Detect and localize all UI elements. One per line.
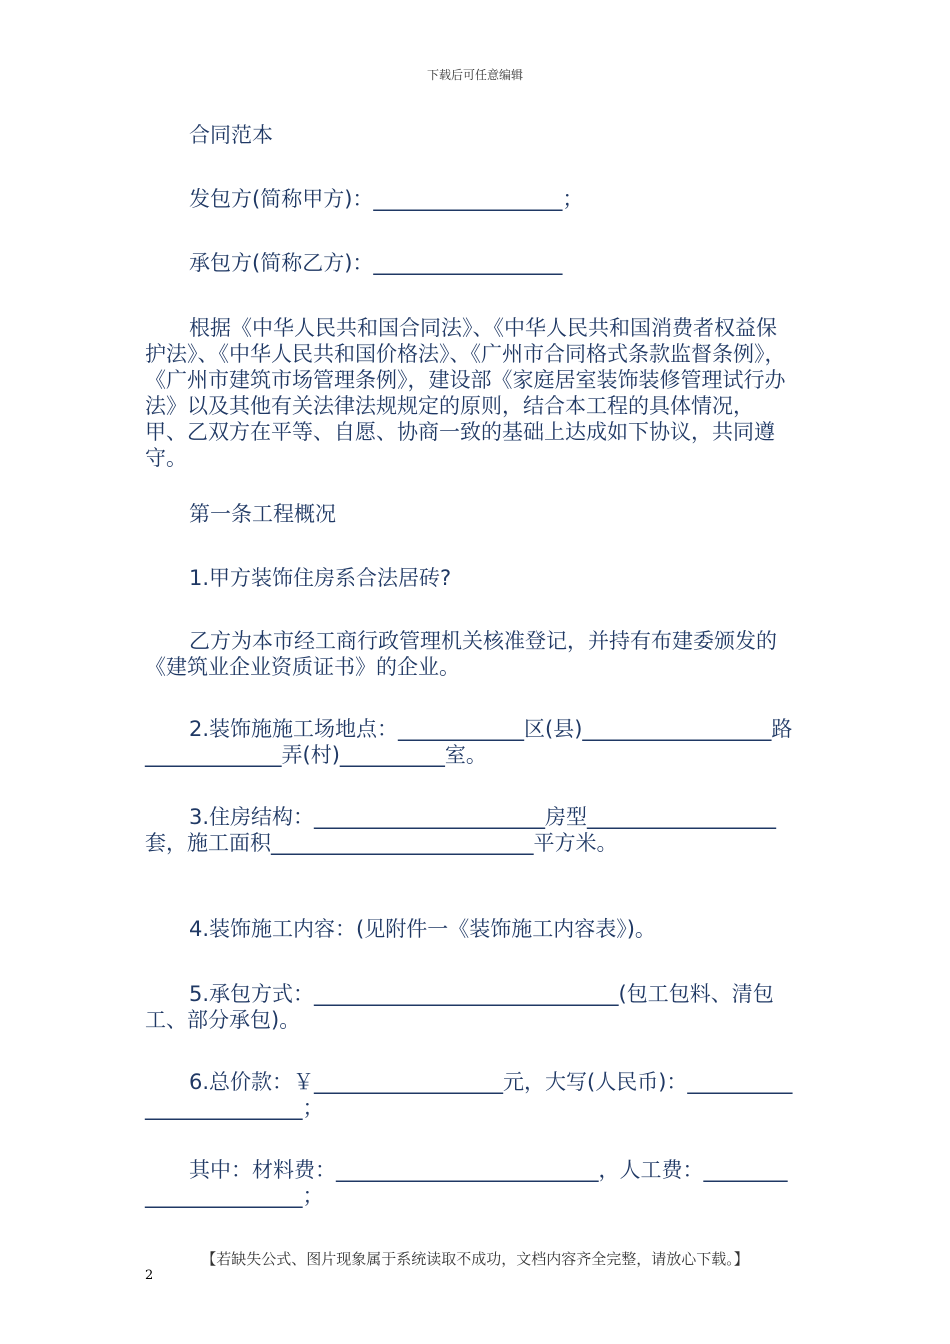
header-note: 下载后可任意编辑 bbox=[426, 68, 523, 82]
party-a-line: 发包方(简称甲方)：__________________； bbox=[189, 187, 584, 211]
clause-6-total-price: 6.总价款：￥__________________元，大写(人民币)：_________________________； bbox=[145, 1070, 793, 1120]
clause-5-contract-mode: 5.承包方式：_____________________________(包工包料、清包工、部分承包)。 bbox=[145, 982, 774, 1032]
clause-2-location: 2.装饰施施工场地点：____________区(县)__________________路_____________弄(村)__________室。 bbox=[145, 717, 793, 767]
clause-1: 1.甲方装饰住房系合法居砖? bbox=[189, 566, 452, 590]
clause-4-content: 4.装饰施工内容：(见附件一《装饰施工内容表》)。 bbox=[189, 917, 656, 941]
party-b-line: 承包方(简称乙方)：__________________ bbox=[189, 251, 563, 275]
cost-breakdown: 其中：材料费：_________________________，人工费：_______________________； bbox=[145, 1158, 788, 1208]
preamble-paragraph: 根据《中华人民共和国合同法》、《中华人民共和国消费者权益保护法》、《中华人民共和国价格法》、《广州市合同格式条款监督条例》，《广州市建筑市场管理条例》，建设部《家庭居室装饰装修管理试行办法》以及其他有关法律法规规定的原则，结合本工程的具体情况，甲、乙双方在平等、自愿、协商一致的基础上达成如下协议，共同遵守。 bbox=[145, 316, 786, 470]
party-b-qualification: 乙方为本市经工商行政管理机关核准登记，并持有布建委颁发的《建筑业企业资质证书》的企业。 bbox=[145, 629, 777, 679]
article-one-heading: 第一条工程概况 bbox=[189, 502, 336, 526]
page-number: 2 bbox=[145, 1268, 154, 1283]
doc-title: 合同范本 bbox=[189, 123, 273, 147]
clause-3-structure: 3.住房结构：______________________房型__________________套，施工面积_________________________平方米。 bbox=[145, 805, 777, 855]
footer-note: 【若缺失公式、图片现象属于系统读取不成功，文档内容齐全完整，请放心下载。】 bbox=[201, 1250, 749, 1268]
